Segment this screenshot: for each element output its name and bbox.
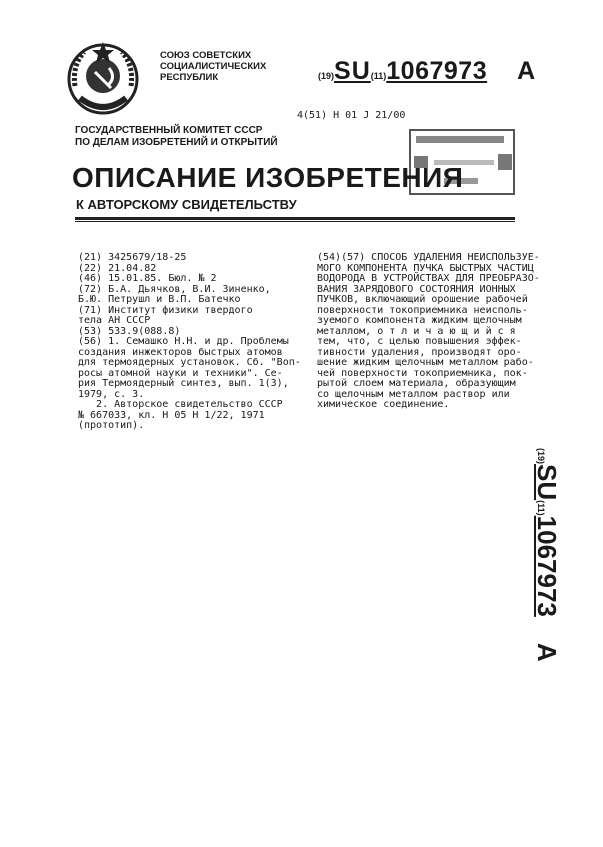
country-code: SU	[334, 57, 371, 85]
side-country-code: SU	[532, 464, 562, 501]
bibliographic-data	[78, 252, 301, 432]
ussr-emblem-icon	[62, 36, 144, 118]
biblio-line: (53) 533.9(088.8)	[78, 325, 181, 337]
country-name	[160, 50, 266, 83]
biblio-line: 1979, с. 3.	[78, 388, 145, 400]
biblio-line: (46) 15.01.85. Бюл. № 2	[78, 273, 217, 284]
abstract-line: ПУЧКОВ, включающий орошение рабочей	[317, 294, 528, 305]
document-subtitle: К АВТОРСКОМУ СВИДЕТЕЛЬСТВУ	[76, 197, 297, 212]
abstract-line: металлом, о т л и ч а ю щ и й с я	[317, 325, 516, 337]
side-code-11: (11)	[536, 500, 546, 516]
biblio-line: (56) 1. Семашко Н.Н. и др. Проблемы	[78, 336, 289, 347]
patent-number-line	[318, 57, 535, 86]
abstract-line: зуемого компонента жидким щелочным	[317, 315, 522, 326]
biblio-line: рия Термоядерный синтез, вып. 1(3),	[78, 378, 289, 389]
committee-line: ПО ДЕЛАМ ИЗОБРЕТЕНИЙ И ОТКРЫТИЙ	[75, 137, 278, 148]
biblio-line: (22) 21.04.82	[78, 262, 157, 274]
abstract-line: поверхности токоприемника неисполь-	[317, 304, 528, 316]
committee-line: ГОСУДАРСТВЕННЫЙ КОМИТЕТ СССР	[75, 125, 263, 136]
code-19: (19)	[318, 71, 335, 81]
side-patent-number	[522, 448, 562, 678]
abstract-line: МОГО КОМПОНЕНТА ПУЧКА БЫСТРЫХ ЧАСТИЦ	[317, 262, 534, 274]
abstract-line: со щелочным металлом раствор или	[317, 388, 510, 400]
abstract-line: (54)(57) СПОСОБ УДАЛЕНИЯ НЕИСПОЛЬЗУЕ-	[317, 252, 540, 263]
biblio-line: Б.Ю. Петрушл и В.П. Батечко	[78, 294, 241, 305]
code-11: (11)	[370, 71, 387, 81]
abstract-line: ВОДОРОДА В УСТРОЙСТВАХ ДЛЯ ПРЕОБРАЗО-	[317, 273, 540, 284]
committee-name	[75, 125, 278, 149]
country-line: СОЮЗ СОВЕТСКИХ	[160, 50, 252, 61]
biblio-line: 2. Авторское свидетельство СССР	[78, 399, 283, 410]
biblio-line: тела АН СССР	[78, 315, 151, 326]
abstract-line: шение жидким щелочным металлом рабо-	[317, 357, 534, 368]
country-line: РЕСПУБЛИК	[160, 72, 219, 83]
biblio-line: (21) 3425679/18-25	[78, 252, 187, 263]
biblio-line: (72) Б.А. Дьячков, В.И. Зиненко,	[78, 283, 271, 295]
abstract-line: чей поверхности токоприемника, пок-	[317, 367, 528, 379]
patent-number: 1067973	[386, 57, 488, 85]
abstract-text	[317, 253, 547, 411]
biblio-line: создания инжекторов быстрых атомов	[78, 346, 283, 358]
country-line: СОЦИАЛИСТИЧЕСКИХ	[160, 61, 267, 72]
header-rule	[75, 217, 515, 220]
biblio-line: (прототип).	[78, 420, 145, 431]
abstract-line: рытой слоем материала, образующим	[317, 378, 516, 389]
biblio-line: росы атомной науки и техники". Се-	[78, 367, 283, 379]
kind-code: A	[517, 57, 536, 85]
abstract-line: тем, что, с целью повышения эффек-	[317, 336, 522, 347]
side-kind: A	[532, 642, 562, 662]
abstract-line: тивности удаления, производят оро-	[317, 346, 522, 358]
abstract-line: ВАНИЯ ЗАРЯДОВОГО СОСТОЯНИЯ ИОННЫХ	[317, 283, 516, 295]
header-rule-thin	[75, 221, 515, 222]
biblio-line: (71) Институт физики твердого	[78, 304, 253, 316]
abstract-line: химическое соединение.	[317, 399, 450, 410]
side-number: 1067973	[532, 515, 562, 617]
biblio-line: для термоядерных установок. Сб. "Воп-	[78, 357, 301, 368]
biblio-line: № 667033, кл. Н 05 Н 1/22, 1971	[78, 409, 265, 421]
classification: 4(51) H 01 J 21/00	[297, 110, 406, 121]
document-title: ОПИСАНИЕ ИЗОБРЕТЕНИЯ	[72, 162, 464, 193]
side-code-19: (19)	[536, 448, 546, 465]
